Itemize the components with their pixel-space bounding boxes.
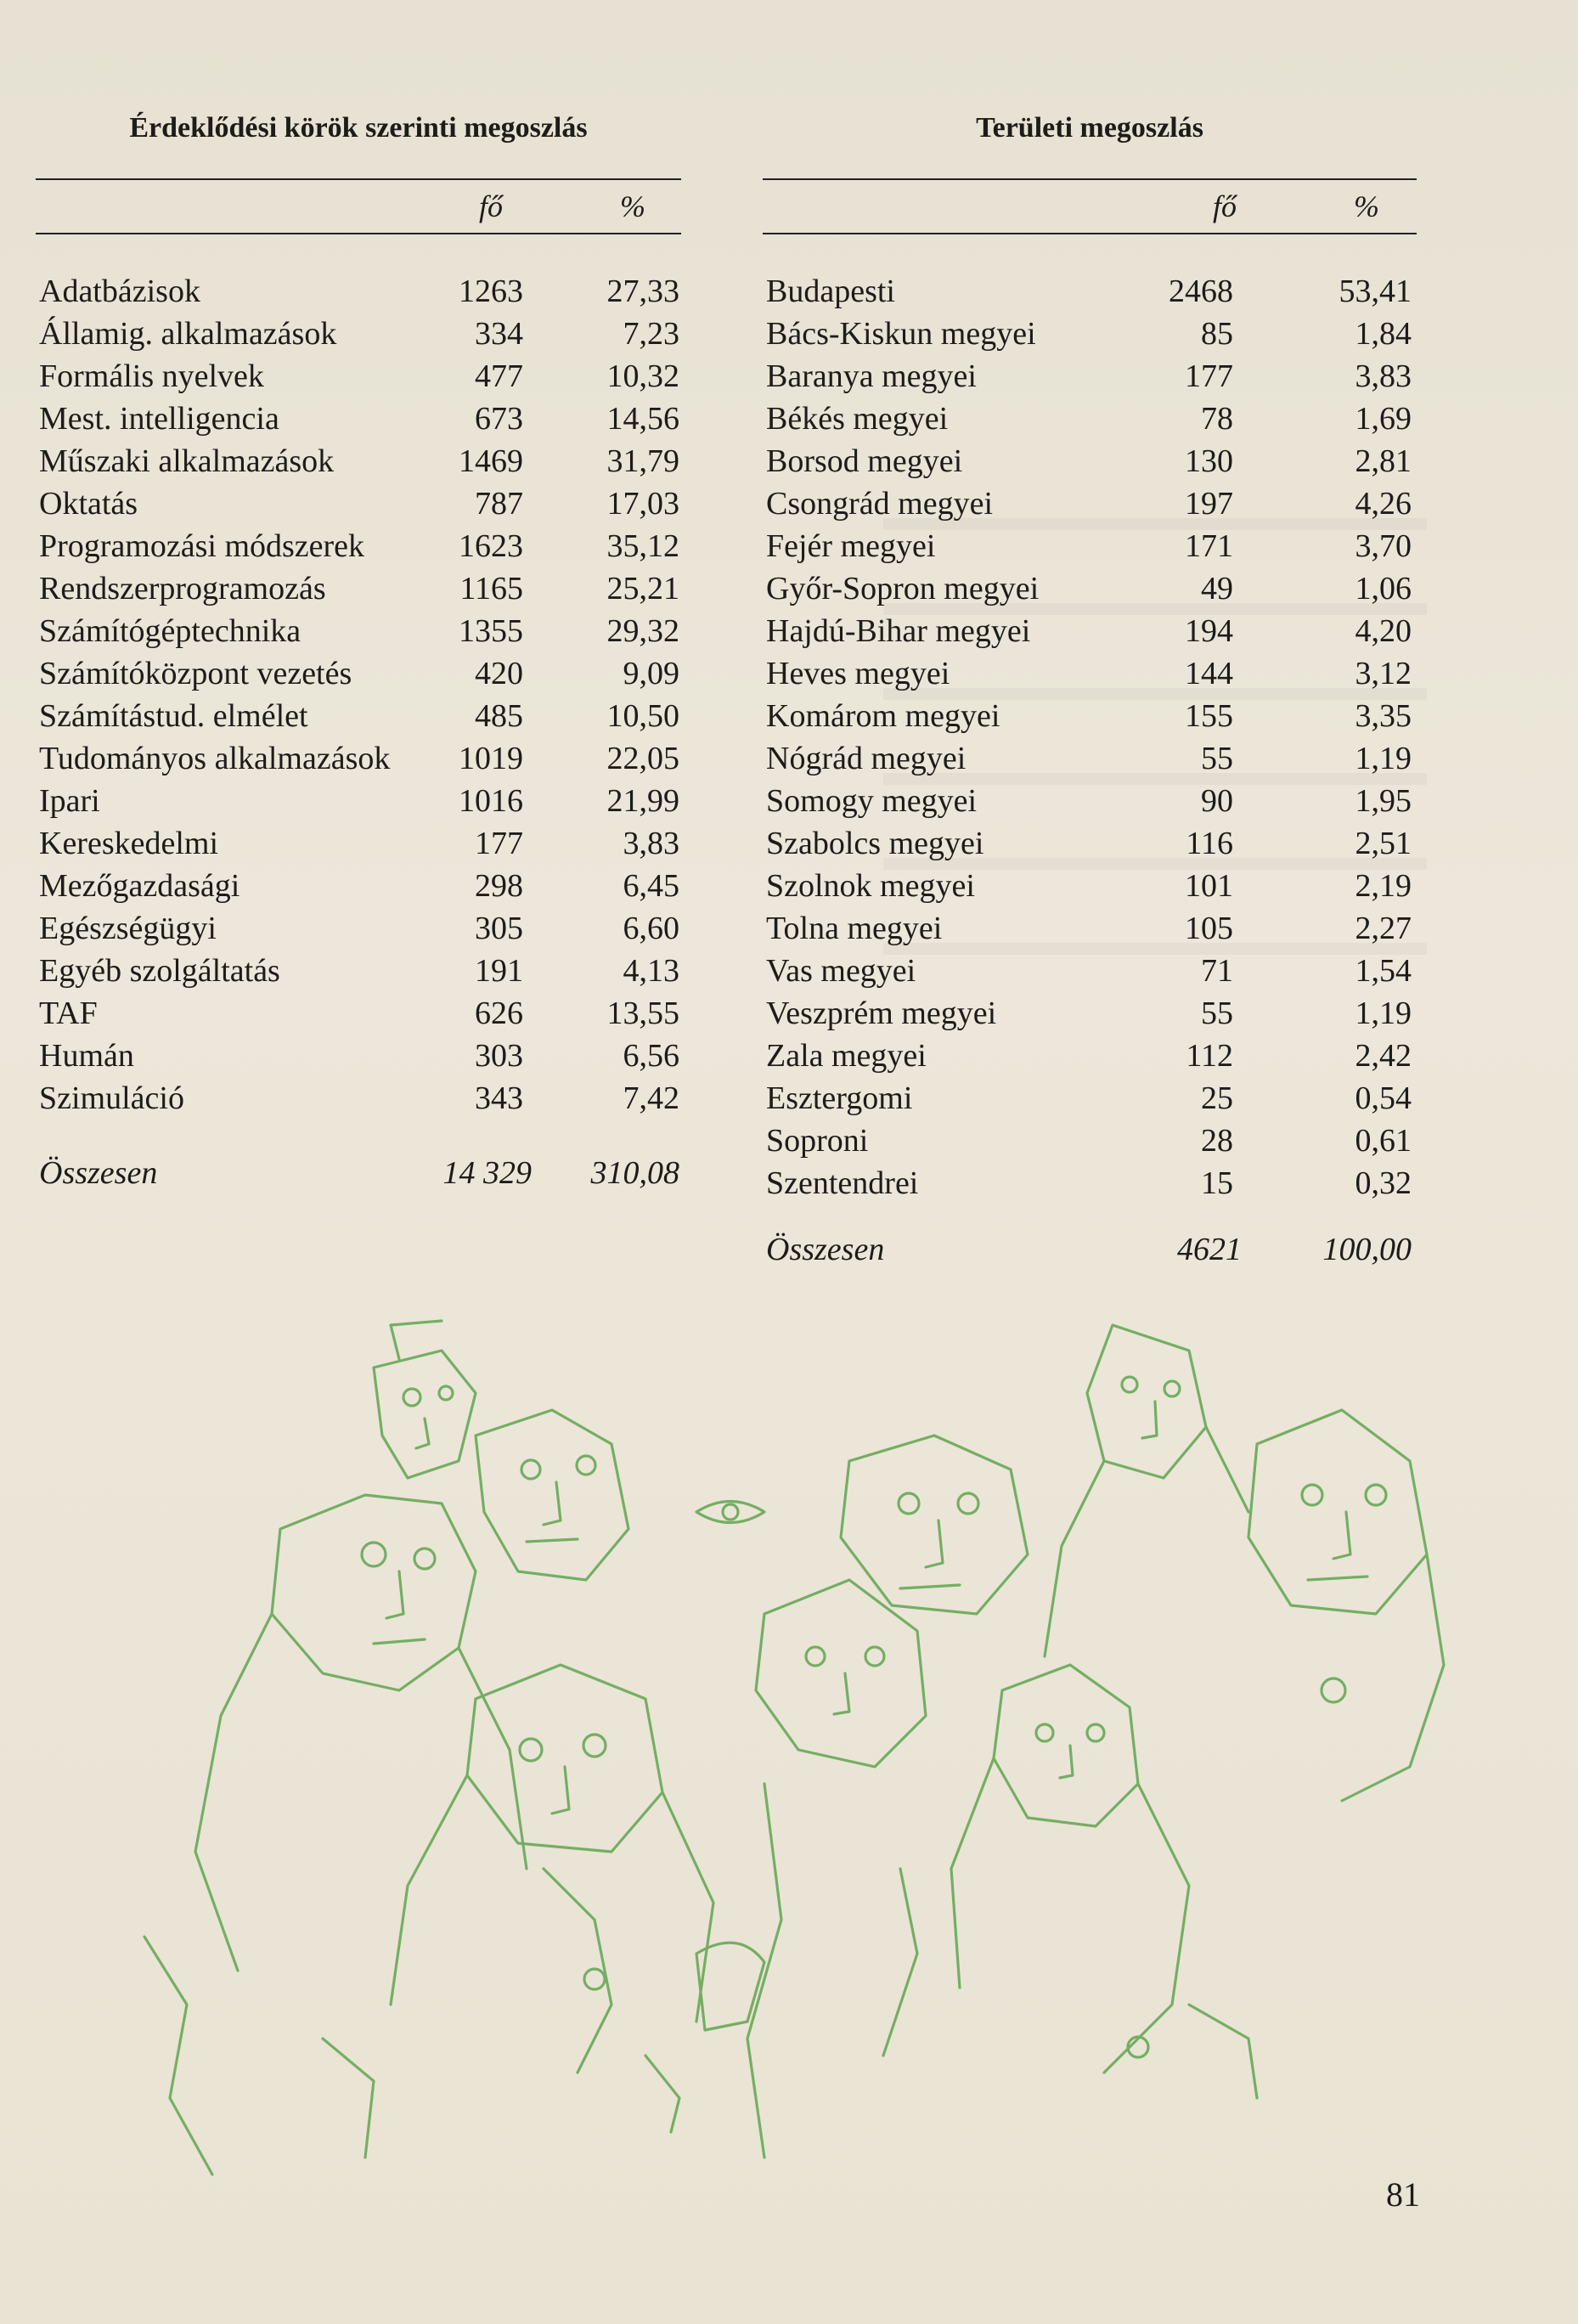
row-count: 1019: [459, 741, 523, 776]
table-row: [763, 355, 1417, 398]
row-label: Mezőgazdasági: [39, 868, 240, 904]
row-percent: 4,26: [1355, 486, 1412, 522]
row-count: 1165: [459, 571, 523, 606]
col-header-percent: %: [620, 189, 645, 223]
row-percent: 1,06: [1355, 571, 1412, 606]
row-count: 71: [1201, 953, 1233, 989]
total-count: 14 329: [442, 1155, 532, 1191]
row-percent: 3,12: [1355, 656, 1412, 691]
table-row: [763, 270, 1417, 313]
row-percent: 1,19: [1355, 741, 1412, 776]
table-header-rule: [36, 233, 681, 234]
table-row: [763, 398, 1417, 440]
row-count: 105: [1185, 911, 1233, 946]
interest-table-title: Érdeklődési körök szerinti megoszlás: [129, 112, 588, 144]
row-percent: 2,42: [1355, 1038, 1412, 1074]
table-row: [763, 313, 1417, 355]
row-label: Adatbázisok: [39, 274, 200, 309]
table-row: [36, 610, 681, 652]
row-label: Baranya megyei: [766, 358, 977, 394]
row-label: Formális nyelvek: [39, 358, 264, 394]
row-label: Humán: [39, 1038, 134, 1074]
table-row: [763, 780, 1417, 822]
row-count: 477: [475, 358, 523, 394]
table-row: [763, 525, 1417, 567]
table-row: [36, 482, 681, 525]
row-percent: 3,35: [1355, 698, 1412, 734]
table-row: [763, 907, 1417, 950]
row-percent: 22,05: [606, 741, 679, 776]
row-count: 197: [1185, 486, 1233, 522]
row-label: Soproni: [766, 1123, 869, 1159]
row-percent: 10,32: [606, 358, 679, 394]
row-count: 1469: [459, 443, 523, 479]
row-label: Heves megyei: [766, 656, 950, 691]
row-count: 626: [475, 996, 523, 1031]
table-row: [36, 652, 681, 695]
row-label: Számítóközpont vezetés: [39, 656, 352, 691]
row-percent: 0,54: [1355, 1080, 1412, 1116]
table-row: [763, 822, 1417, 865]
row-percent: 1,69: [1355, 401, 1412, 437]
table-row: [763, 482, 1417, 525]
row-count: 55: [1201, 996, 1233, 1031]
table-row: [36, 950, 681, 992]
row-label: Rendszerprogramozás: [39, 571, 326, 606]
row-count: 298: [475, 868, 523, 904]
row-count: 28: [1201, 1123, 1233, 1159]
row-label: Zala megyei: [766, 1038, 927, 1074]
col-header-percent: %: [1354, 189, 1379, 223]
row-percent: 27,33: [606, 274, 679, 309]
row-percent: 7,42: [623, 1080, 679, 1116]
interest-table-rows: [36, 270, 681, 1120]
row-label: Veszprém megyei: [766, 996, 997, 1031]
table-row: [763, 950, 1417, 992]
row-label: Nógrád megyei: [766, 741, 967, 776]
row-count: 171: [1185, 528, 1233, 564]
row-label: Szolnok megyei: [766, 868, 975, 904]
table-header: [763, 180, 1417, 233]
row-label: Békés megyei: [766, 401, 949, 437]
row-label: Győr-Sopron megyei: [766, 571, 1040, 606]
table-row: [763, 567, 1417, 610]
table-row: [36, 1077, 681, 1120]
row-label: Budapesti: [766, 274, 895, 309]
row-count: 49: [1201, 571, 1233, 606]
row-label: Borsod megyei: [766, 443, 963, 479]
row-percent: 1,19: [1355, 996, 1412, 1031]
row-label: Tolna megyei: [766, 911, 943, 946]
table-row: [763, 1035, 1417, 1077]
table-row: [36, 737, 681, 780]
row-percent: 2,81: [1355, 443, 1412, 479]
row-label: Tudományos alkalmazások: [39, 741, 391, 776]
row-label: Államig. alkalmazások: [39, 316, 337, 352]
table-row: [763, 1120, 1417, 1162]
row-percent: 0,61: [1355, 1123, 1412, 1159]
row-count: 2468: [1169, 274, 1233, 309]
row-count: 78: [1201, 401, 1233, 437]
total-percent: 310,08: [590, 1155, 679, 1191]
row-count: 673: [475, 401, 523, 437]
table-row: [36, 398, 681, 440]
row-percent: 3,83: [1355, 358, 1412, 394]
row-label: Csongrád megyei: [766, 486, 994, 522]
row-count: 144: [1185, 656, 1233, 691]
table-row: [763, 440, 1417, 482]
row-count: 116: [1186, 826, 1233, 861]
table-row: [763, 610, 1417, 652]
row-label: Ipari: [39, 783, 100, 819]
table-row: [36, 313, 681, 355]
row-percent: 17,03: [606, 486, 679, 522]
row-count: 85: [1201, 316, 1233, 352]
row-count: 334: [475, 316, 523, 352]
row-percent: 6,56: [623, 1038, 679, 1074]
row-label: Egyéb szolgáltatás: [39, 953, 280, 989]
table-row: [763, 992, 1417, 1035]
row-label: Egészségügyi: [39, 911, 217, 946]
row-percent: 25,21: [606, 571, 679, 606]
row-label: Esztergomi: [766, 1080, 913, 1116]
row-count: 177: [1185, 358, 1233, 394]
row-percent: 9,09: [623, 656, 679, 691]
table-row: [36, 992, 681, 1035]
table-row: [36, 822, 681, 865]
col-header-count: fő: [1213, 189, 1237, 223]
row-label: Fejér megyei: [766, 528, 936, 564]
page-number: 81: [1386, 2175, 1420, 2214]
row-label: Kereskedelmi: [39, 826, 219, 861]
table-row: [763, 695, 1417, 737]
row-label: Műszaki alkalmazások: [39, 443, 335, 479]
col-header-count: fő: [479, 189, 504, 223]
row-label: Szabolcs megyei: [766, 826, 984, 861]
table-row: [763, 865, 1417, 907]
row-label: Hajdú-Bihar megyei: [766, 613, 1031, 649]
row-count: 177: [475, 826, 523, 861]
row-percent: 14,56: [606, 401, 679, 437]
table-row: [36, 695, 681, 737]
regional-table-title: Területi megoszlás: [976, 112, 1203, 144]
row-label: Bács-Kiskun megyei: [766, 316, 1036, 352]
row-percent: 2,19: [1355, 868, 1412, 904]
row-label: Mest. intelligencia: [39, 401, 279, 437]
interest-distribution-table: [36, 109, 681, 1194]
total-label: Összesen: [766, 1232, 885, 1267]
row-label: Vas megyei: [766, 953, 916, 989]
row-count: 130: [1185, 443, 1233, 479]
row-percent: 1,54: [1355, 953, 1412, 989]
row-label: TAF: [39, 996, 98, 1031]
row-percent: 13,55: [606, 996, 679, 1031]
row-count: 25: [1201, 1080, 1233, 1116]
regional-distribution-table: [763, 109, 1417, 1271]
row-count: 420: [475, 656, 523, 691]
table-row: [36, 865, 681, 907]
row-label: Számítógéptechnika: [39, 613, 302, 649]
table-row: [36, 355, 681, 398]
row-percent: 53,41: [1338, 274, 1412, 309]
row-count: 90: [1201, 783, 1233, 819]
row-percent: 1,84: [1355, 316, 1412, 352]
table-header-rule: [763, 233, 1417, 234]
row-percent: 7,23: [623, 316, 679, 352]
row-count: 1355: [459, 613, 523, 649]
row-percent: 6,60: [623, 911, 679, 946]
row-percent: 0,32: [1355, 1165, 1412, 1201]
row-count: 15: [1201, 1165, 1233, 1201]
row-count: 194: [1185, 613, 1233, 649]
table-row: [763, 652, 1417, 695]
table-row: [36, 1035, 681, 1077]
row-label: Szentendrei: [766, 1165, 919, 1201]
row-percent: 6,45: [623, 868, 679, 904]
row-percent: 1,95: [1355, 783, 1412, 819]
row-count: 787: [475, 486, 523, 522]
row-count: 191: [475, 953, 523, 989]
row-percent: 2,27: [1355, 911, 1412, 946]
row-percent: 4,13: [623, 953, 679, 989]
regional-table-total: [763, 1228, 1417, 1271]
table-row: [36, 567, 681, 610]
row-percent: 10,50: [606, 698, 679, 734]
row-count: 112: [1186, 1038, 1233, 1074]
interest-table-total: [36, 1152, 681, 1194]
row-percent: 35,12: [606, 528, 679, 564]
row-count: 155: [1185, 698, 1233, 734]
table-header: [36, 180, 681, 233]
row-label: Komárom megyei: [766, 698, 1000, 734]
row-percent: 3,70: [1355, 528, 1412, 564]
row-percent: 31,79: [606, 443, 679, 479]
table-row: [36, 907, 681, 950]
row-count: 485: [475, 698, 523, 734]
row-label: Somogy megyei: [766, 783, 978, 819]
row-percent: 3,83: [623, 826, 679, 861]
total-percent: 100,00: [1322, 1232, 1412, 1267]
total-label: Összesen: [39, 1155, 158, 1191]
table-row: [36, 525, 681, 567]
row-count: 1016: [459, 783, 523, 819]
table-row: [763, 737, 1417, 780]
table-row: [763, 1162, 1417, 1204]
row-count: 1623: [459, 528, 523, 564]
row-count: 305: [475, 911, 523, 946]
row-count: 101: [1185, 868, 1233, 904]
table-row: [36, 440, 681, 482]
row-percent: 2,51: [1355, 826, 1412, 861]
row-count: 303: [475, 1038, 523, 1074]
table-row: [763, 1077, 1417, 1120]
row-label: Oktatás: [39, 486, 138, 522]
total-count: 4621: [1177, 1232, 1242, 1267]
row-label: Szimuláció: [39, 1080, 184, 1116]
row-count: 343: [475, 1080, 523, 1116]
row-count: 55: [1201, 741, 1233, 776]
regional-table-rows: [763, 270, 1417, 1204]
row-percent: 4,20: [1355, 613, 1412, 649]
row-label: Számítástud. elmélet: [39, 698, 308, 734]
row-count: 1263: [459, 274, 523, 309]
row-percent: 29,32: [606, 613, 679, 649]
table-row: [36, 270, 681, 313]
row-percent: 21,99: [606, 783, 679, 819]
table-row: [36, 780, 681, 822]
row-label: Programozási módszerek: [39, 528, 365, 564]
